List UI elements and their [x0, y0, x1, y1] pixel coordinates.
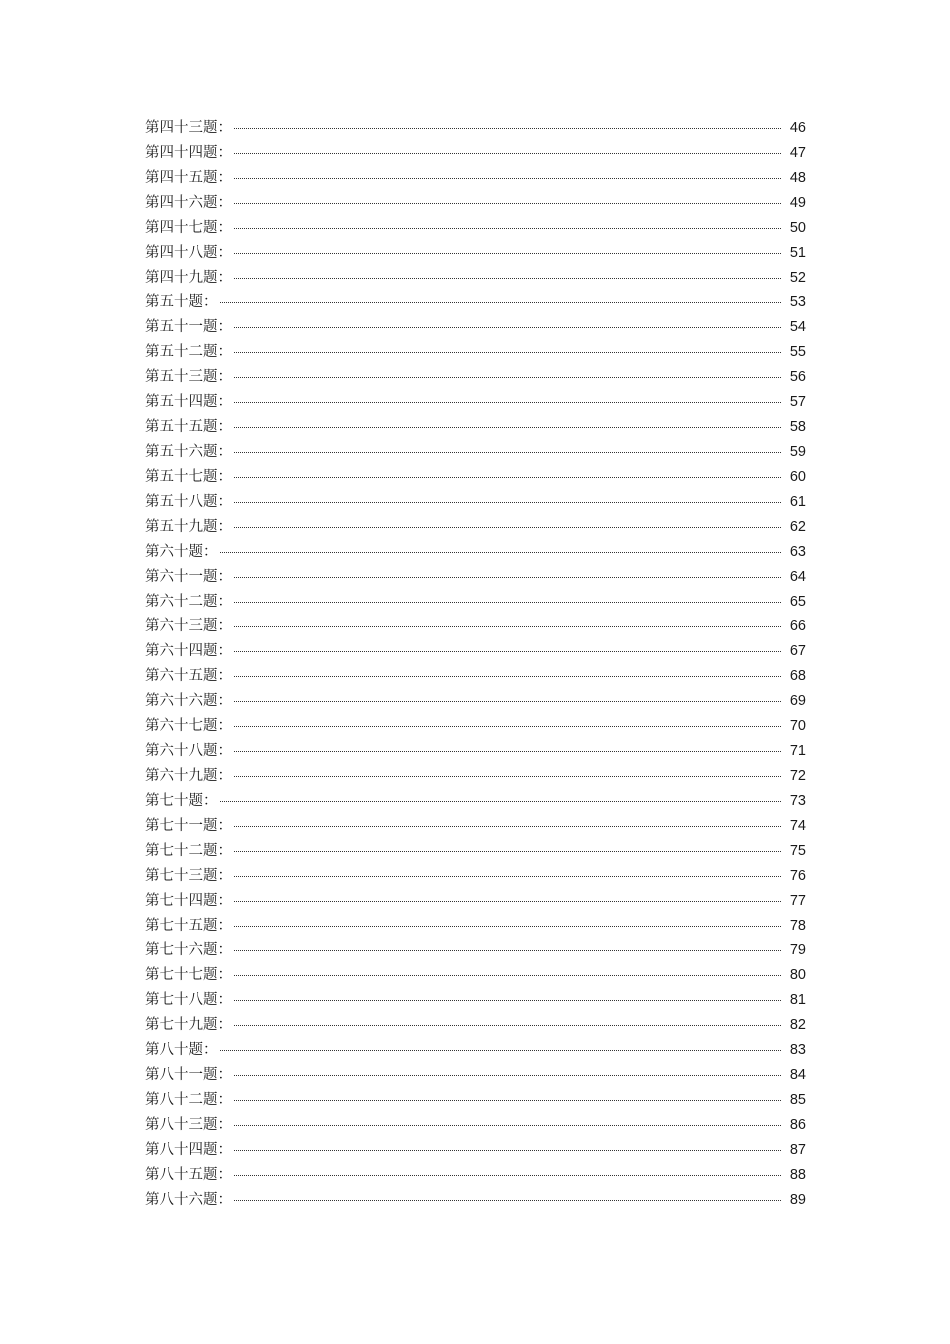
toc-entry[interactable]	[145, 988, 806, 1013]
toc-entry-page-number: 82	[789, 1017, 806, 1034]
toc-entry[interactable]	[145, 266, 806, 291]
toc-entry-page-number: 75	[789, 842, 806, 859]
dot-leader	[234, 999, 781, 1001]
toc-entry-label: 第七十六题：	[145, 942, 232, 959]
toc-entry-page-number: 49	[789, 194, 806, 211]
toc-entry-label: 第八十二题：	[145, 1091, 232, 1108]
toc-entry[interactable]	[145, 116, 806, 141]
toc-entry[interactable]	[145, 839, 806, 864]
toc-entry[interactable]	[145, 1013, 806, 1038]
toc-entry-label: 第六十九题：	[145, 767, 232, 784]
toc-entry[interactable]	[145, 241, 806, 266]
toc-entry[interactable]	[145, 290, 806, 315]
toc-entry[interactable]	[145, 789, 806, 814]
dot-leader	[234, 202, 781, 204]
toc-entry-label: 第四十六题：	[145, 194, 232, 211]
toc-entry-page-number: 86	[789, 1116, 806, 1133]
toc-entry-label: 第五十四题：	[145, 394, 232, 411]
toc-entry-label: 第六十题：	[145, 543, 218, 560]
dot-leader	[234, 227, 781, 229]
dot-leader	[234, 650, 781, 652]
toc-entry-page-number: 51	[789, 244, 806, 261]
toc-entry-page-number: 78	[789, 917, 806, 934]
toc-entry-label: 第四十四题：	[145, 144, 232, 161]
toc-entry-page-number: 62	[789, 518, 806, 535]
toc-entry-page-number: 83	[789, 1042, 806, 1059]
toc-entry-label: 第五十三题：	[145, 369, 232, 386]
dot-leader	[234, 601, 781, 603]
dot-leader	[234, 949, 781, 951]
dot-leader	[234, 277, 781, 279]
toc-entry[interactable]	[145, 963, 806, 988]
dot-leader	[220, 301, 782, 303]
dot-leader	[220, 800, 782, 802]
toc-entry-label: 第七十二题：	[145, 842, 232, 859]
toc-entry-label: 第五十五题：	[145, 419, 232, 436]
dot-leader	[234, 750, 781, 752]
toc-entry-label: 第七十一题：	[145, 817, 232, 834]
dot-leader	[234, 476, 781, 478]
toc-entry-label: 第七十五题：	[145, 917, 232, 934]
toc-entry-label: 第七十三题：	[145, 867, 232, 884]
toc-entry-label: 第五十七题：	[145, 468, 232, 485]
toc-entry-label: 第五十八题：	[145, 493, 232, 510]
toc-entry-page-number: 52	[789, 269, 806, 286]
dot-leader	[234, 675, 781, 677]
dot-leader	[234, 825, 781, 827]
toc-entry-label: 第四十八题：	[145, 244, 232, 261]
toc-entry[interactable]	[145, 415, 806, 440]
toc-entry[interactable]	[145, 191, 806, 216]
toc-entry-page-number: 56	[789, 369, 806, 386]
dot-leader	[234, 401, 781, 403]
dot-leader	[220, 551, 782, 553]
toc-entry-page-number: 63	[789, 543, 806, 560]
toc-entry[interactable]	[145, 938, 806, 963]
toc-entry[interactable]	[145, 515, 806, 540]
toc-entry[interactable]	[145, 1038, 806, 1063]
toc-entry[interactable]	[145, 315, 806, 340]
toc-entry-label: 第六十六题：	[145, 693, 232, 710]
toc-entry-page-number: 61	[789, 493, 806, 510]
dot-leader	[234, 925, 781, 927]
dot-leader	[234, 326, 781, 328]
toc-entry[interactable]	[145, 1088, 806, 1113]
toc-entry-label: 第六十四题：	[145, 643, 232, 660]
toc-entry[interactable]	[145, 1113, 806, 1138]
toc-entry-page-number: 57	[789, 394, 806, 411]
toc-entry[interactable]	[145, 390, 806, 415]
toc-entry[interactable]	[145, 1163, 806, 1188]
dot-leader	[234, 1149, 781, 1151]
toc-entry-label: 第八十题：	[145, 1042, 218, 1059]
toc-entry-page-number: 69	[789, 693, 806, 710]
toc-entry-label: 第四十九题：	[145, 269, 232, 286]
dot-leader	[234, 127, 781, 129]
dot-leader	[234, 974, 781, 976]
toc-entry[interactable]	[145, 814, 806, 839]
toc-entry-page-number: 81	[789, 992, 806, 1009]
toc-entry-page-number: 70	[789, 718, 806, 735]
toc-entry[interactable]	[145, 639, 806, 664]
toc-entry-label: 第八十四题：	[145, 1141, 232, 1158]
toc-entry-page-number: 85	[789, 1091, 806, 1108]
toc-entry[interactable]	[145, 664, 806, 689]
toc-entry[interactable]	[145, 565, 806, 590]
dot-leader	[234, 1124, 781, 1126]
toc-entry[interactable]	[145, 914, 806, 939]
toc-entry[interactable]	[145, 614, 806, 639]
toc-entry-page-number: 59	[789, 443, 806, 460]
toc-entry-label: 第四十七题：	[145, 219, 232, 236]
toc-entry-page-number: 87	[789, 1141, 806, 1158]
toc-entry[interactable]	[145, 216, 806, 241]
toc-entry-page-number: 73	[789, 792, 806, 809]
toc-entry-page-number: 89	[789, 1191, 806, 1208]
toc-entry-page-number: 74	[789, 817, 806, 834]
dot-leader	[234, 875, 781, 877]
dot-leader	[234, 625, 781, 627]
toc-entry-page-number: 50	[789, 219, 806, 236]
toc-entry-page-number: 64	[789, 568, 806, 585]
toc-entry[interactable]	[145, 465, 806, 490]
toc-entry[interactable]	[145, 340, 806, 365]
toc-entry-label: 第七十题：	[145, 792, 218, 809]
toc-entry-page-number: 47	[789, 144, 806, 161]
toc-entry-page-number: 53	[789, 294, 806, 311]
dot-leader	[234, 900, 781, 902]
dot-leader	[234, 252, 781, 254]
dot-leader	[220, 1049, 782, 1051]
toc-entry-label: 第六十三题：	[145, 618, 232, 635]
toc-entry-label: 第六十八题：	[145, 743, 232, 760]
toc-entry-page-number: 80	[789, 967, 806, 984]
toc-entry-label: 第六十七题：	[145, 718, 232, 735]
toc-entry-page-number: 67	[789, 643, 806, 660]
toc-entry-label: 第七十九题：	[145, 1017, 232, 1034]
toc-entry-page-number: 48	[789, 169, 806, 186]
toc-entry-label: 第四十五题：	[145, 169, 232, 186]
toc-entry-label: 第五十一题：	[145, 319, 232, 336]
toc-entry-label: 第六十五题：	[145, 668, 232, 685]
dot-leader	[234, 177, 781, 179]
toc-entry-page-number: 55	[789, 344, 806, 361]
toc-entry[interactable]	[145, 739, 806, 764]
toc-entry[interactable]	[145, 166, 806, 191]
dot-leader	[234, 451, 781, 453]
toc-entry[interactable]	[145, 1188, 806, 1213]
dot-leader	[234, 576, 781, 578]
dot-leader	[234, 725, 781, 727]
toc-entry-page-number: 79	[789, 942, 806, 959]
dot-leader	[234, 426, 781, 428]
toc-entry-label: 第五十二题：	[145, 344, 232, 361]
toc-entry[interactable]	[145, 141, 806, 166]
toc-entry-page-number: 65	[789, 593, 806, 610]
toc-entry[interactable]	[145, 590, 806, 615]
toc-entry-label: 第八十五题：	[145, 1166, 232, 1183]
toc-entry-label: 第八十三题：	[145, 1116, 232, 1133]
toc-entry-label: 第八十六题：	[145, 1191, 232, 1208]
toc-entry-label: 第五十六题：	[145, 443, 232, 460]
toc-entry-label: 第七十四题：	[145, 892, 232, 909]
toc-entry-page-number: 66	[789, 618, 806, 635]
toc-entry[interactable]	[145, 440, 806, 465]
toc-entry-page-number: 68	[789, 668, 806, 685]
toc-entry-label: 第八十一题：	[145, 1067, 232, 1084]
toc-entry-page-number: 77	[789, 892, 806, 909]
dot-leader	[234, 351, 781, 353]
toc-entry[interactable]	[145, 889, 806, 914]
toc-entry[interactable]	[145, 764, 806, 789]
dot-leader	[234, 1074, 781, 1076]
dot-leader	[234, 1024, 781, 1026]
dot-leader	[234, 775, 781, 777]
toc-entry[interactable]	[145, 540, 806, 565]
toc-entry-label: 第七十八题：	[145, 992, 232, 1009]
toc-entry-page-number: 58	[789, 419, 806, 436]
toc-entry-page-number: 54	[789, 319, 806, 336]
toc-entry-label: 第六十一题：	[145, 568, 232, 585]
toc-entry-label: 第七十七题：	[145, 967, 232, 984]
toc-entry-page-number: 46	[789, 120, 806, 136]
toc-entry-label: 第四十三题：	[145, 120, 232, 136]
toc-entry-page-number: 60	[789, 468, 806, 485]
toc-entry-label: 第五十题：	[145, 294, 218, 311]
dot-leader	[234, 152, 781, 154]
dot-leader	[234, 526, 781, 528]
toc-entry-page-number: 76	[789, 867, 806, 884]
toc-entry-page-number: 72	[789, 767, 806, 784]
dot-leader	[234, 1199, 781, 1201]
dot-leader	[234, 376, 781, 378]
dot-leader	[234, 501, 781, 503]
dot-leader	[234, 1099, 781, 1101]
toc-entry-page-number: 88	[789, 1166, 806, 1183]
toc-entry[interactable]	[145, 365, 806, 390]
toc-entry[interactable]	[145, 490, 806, 515]
table-of-contents	[145, 116, 806, 1213]
dot-leader	[234, 1174, 781, 1176]
dot-leader	[234, 700, 781, 702]
toc-entry-label: 第六十二题：	[145, 593, 232, 610]
toc-entry[interactable]	[145, 1138, 806, 1163]
dot-leader	[234, 850, 781, 852]
toc-entry[interactable]	[145, 1063, 806, 1088]
toc-entry-page-number: 71	[789, 743, 806, 760]
toc-entry-label: 第五十九题：	[145, 518, 232, 535]
toc-entry[interactable]	[145, 689, 806, 714]
toc-entry-page-number: 84	[789, 1067, 806, 1084]
toc-entry[interactable]	[145, 864, 806, 889]
toc-entry[interactable]	[145, 714, 806, 739]
